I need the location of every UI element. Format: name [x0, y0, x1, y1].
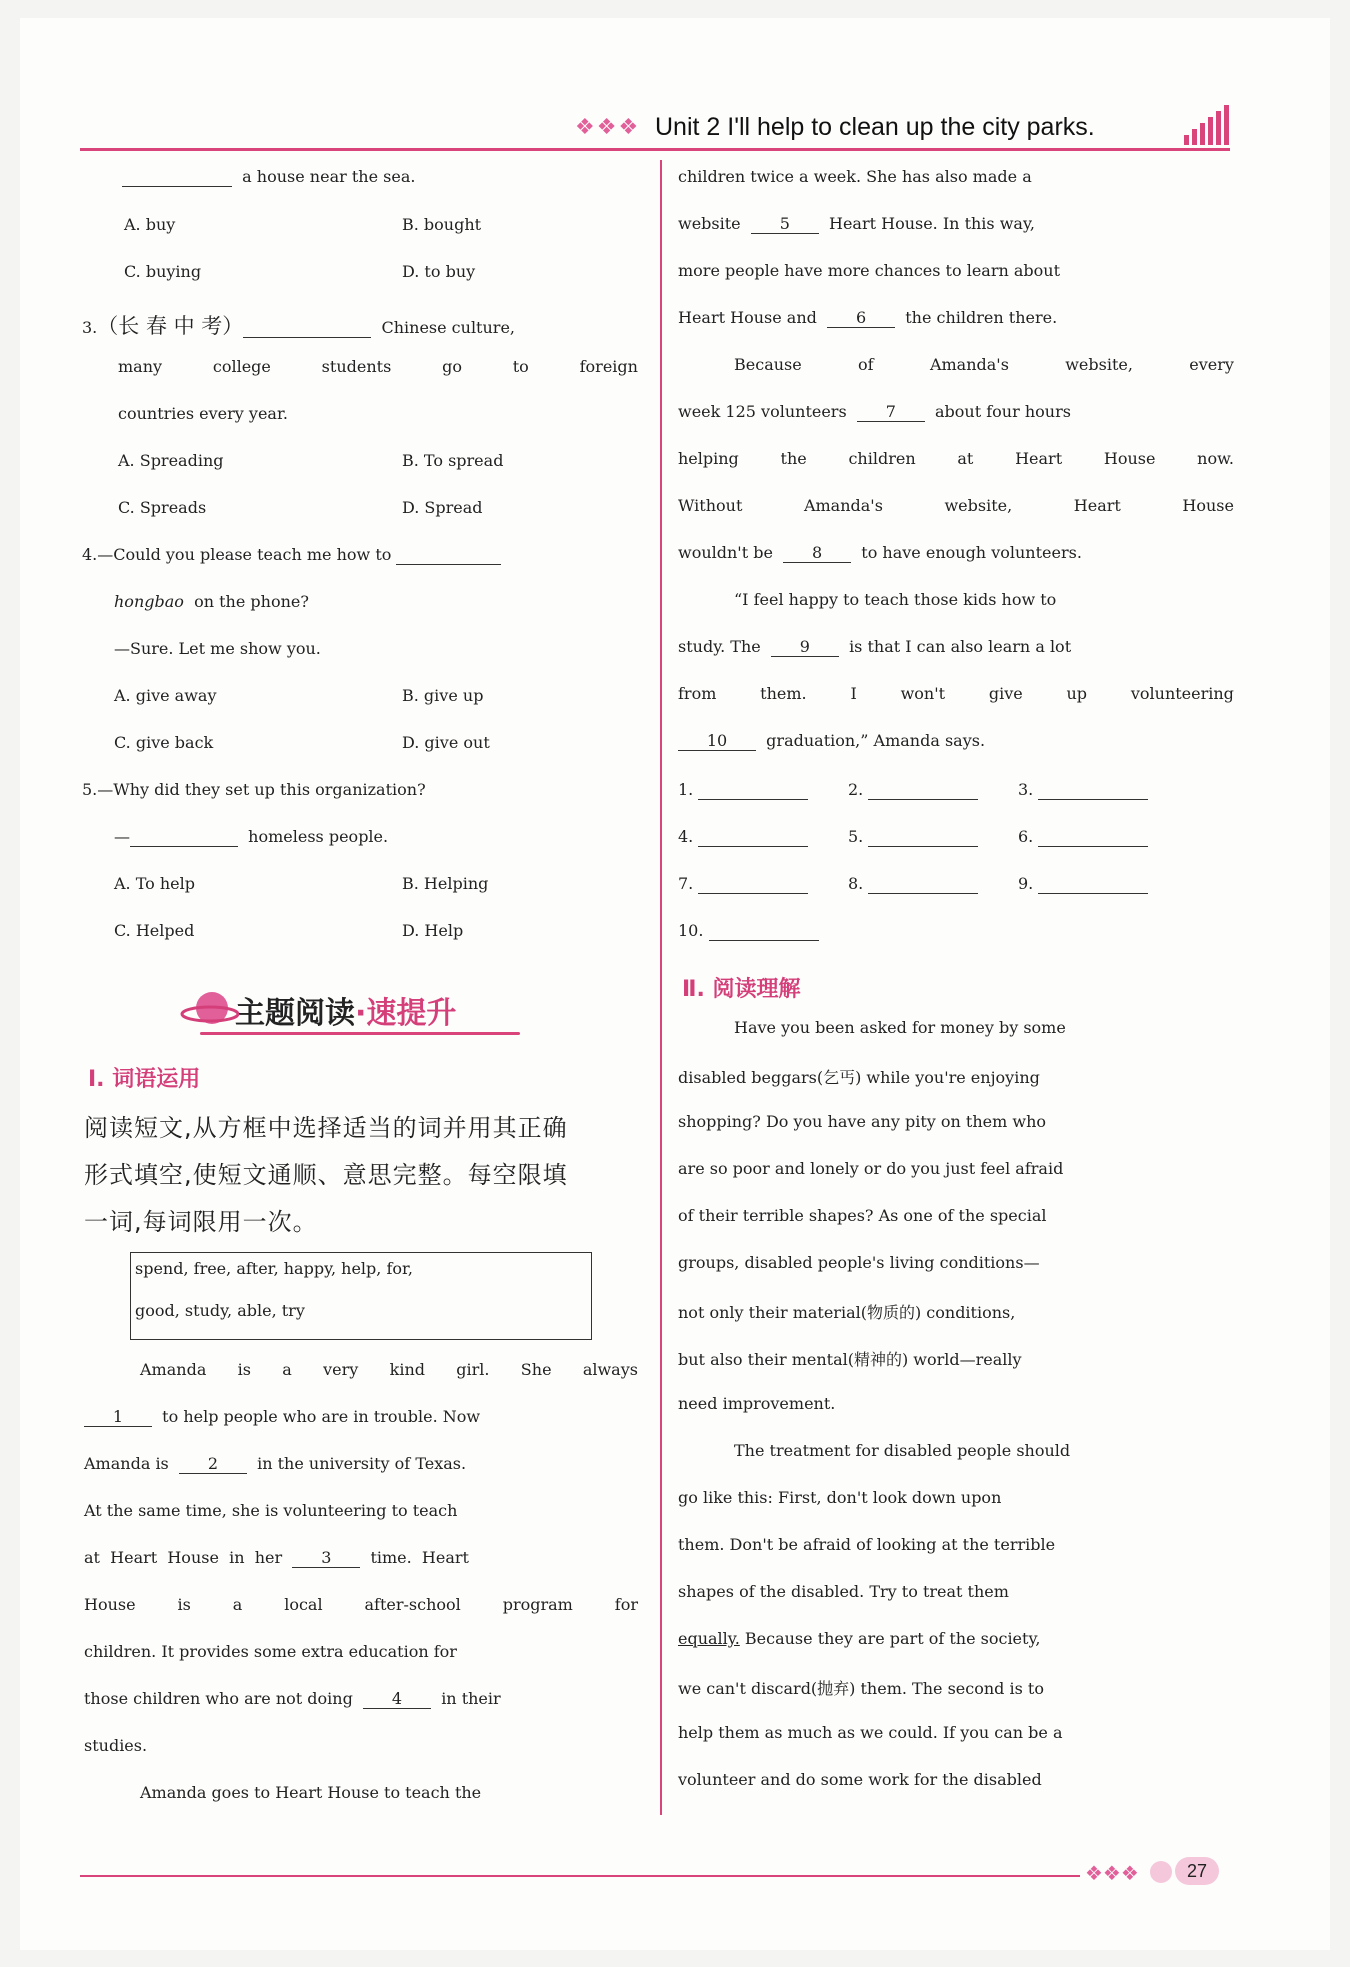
option-b[interactable]: B. Helping	[402, 874, 489, 893]
passage-line: “I feel happy to teach those kids how to	[734, 590, 1057, 609]
passage-blank-3[interactable]: 3	[292, 1549, 360, 1568]
answer-row: 9.	[1018, 874, 1148, 894]
reading-line: Have you been asked for money by some	[734, 1018, 1066, 1037]
passage-line: children. It provides some extra education for	[84, 1642, 457, 1661]
passage-blank-8[interactable]: 8	[783, 544, 851, 563]
answer-blank[interactable]	[243, 319, 371, 338]
answer-input-3[interactable]	[1038, 781, 1148, 800]
reading-line: we can't discard(抛弃) them. The second is to	[678, 1679, 1044, 1698]
passage-line: Heart House and 6 the children there.	[678, 308, 1058, 327]
passage-line: wouldn't be 8 to have enough volunteers.	[678, 543, 1082, 562]
answer-blank[interactable]	[130, 828, 238, 847]
passage-line: from them. I won't give up volunteering	[678, 684, 1234, 703]
answer-row: 2.	[848, 780, 978, 800]
answer-row: 1.	[678, 780, 808, 800]
banner-emphasis: 速提升	[366, 996, 457, 1031]
passage-line: those children who are not doing 4 in their	[84, 1689, 501, 1708]
passage-line: study. The 9 is that I can also learn a lot	[678, 637, 1072, 656]
page-footer	[80, 1855, 1230, 1895]
reading-line: go like this: First, don't look down upon	[678, 1488, 1002, 1507]
answer-input-2[interactable]	[868, 781, 978, 800]
answer-row: 7.	[678, 874, 808, 894]
reading-line: groups, disabled people's living conditions—	[678, 1253, 1040, 1272]
column-divider	[660, 160, 662, 1815]
header-diamonds-icon: ❖❖❖	[575, 115, 641, 140]
reading-line: shopping? Do you have any pity on them who	[678, 1112, 1047, 1131]
instruction-line: 阅读短文,从方框中选择适当的词并用其正确	[84, 1114, 568, 1142]
answer-input-5[interactable]	[868, 828, 978, 847]
answer-row: 6.	[1018, 827, 1148, 847]
passage-line: At the same time, she is volunteering to teach	[84, 1501, 458, 1520]
passage-blank-9[interactable]: 9	[771, 638, 839, 657]
passage-line: more people have more chances to learn about	[678, 261, 1061, 280]
word-box	[130, 1252, 592, 1340]
answer-row: 10.	[678, 921, 819, 941]
word-box-line: spend, free, after, happy, help, for,	[135, 1259, 413, 1278]
passage-blank-7[interactable]: 7	[857, 403, 925, 422]
passage-line: 10 graduation,” Amanda says.	[678, 731, 985, 751]
answer-row: 8.	[848, 874, 978, 894]
section-banner: 主题阅读·速提升	[180, 980, 540, 1040]
q3-stem: 3.（长 春 中 考） Chinese culture,	[82, 314, 515, 338]
answer-row: 5.	[848, 827, 978, 847]
option-a[interactable]: A. To help	[114, 874, 196, 893]
answer-blank[interactable]	[396, 546, 501, 565]
passage-blank-6[interactable]: 6	[827, 309, 895, 328]
reading-line: The treatment for disabled people should	[734, 1441, 1071, 1460]
answer-input-7[interactable]	[698, 875, 808, 894]
passage-blank-1[interactable]: 1	[84, 1408, 152, 1427]
reading-line: help them as much as we could. If you can be a	[678, 1723, 1063, 1742]
q4-line2: hongbao on the phone?	[114, 592, 309, 611]
answer-input-9[interactable]	[1038, 875, 1148, 894]
passage-line: House is a local after-school program for	[84, 1595, 638, 1614]
passage-line: website 5 Heart House. In this way,	[678, 214, 1035, 233]
reading-line: equally. Because they are part of the society,	[678, 1629, 1041, 1648]
passage-blank-10[interactable]: 10	[678, 732, 756, 751]
section-title-vocab: Ⅰ. 词语运用	[88, 1067, 201, 1092]
unit-title: Unit 2 I'll help to clean up the city parks.	[655, 113, 1095, 141]
q3-line2: many college students go to foreign	[118, 357, 638, 376]
option-a[interactable]: A. give away	[114, 686, 217, 705]
q4-stem: 4.—Could you please teach me how to	[82, 545, 501, 565]
passage-blank-5[interactable]: 5	[751, 215, 819, 234]
section-title-reading: Ⅱ. 阅读理解	[682, 977, 801, 1002]
answer-input-8[interactable]	[868, 875, 978, 894]
passage-line: Amanda goes to Heart House to teach the	[140, 1783, 482, 1802]
banner-title: 主题阅读	[235, 996, 355, 1031]
option-b[interactable]: B. To spread	[402, 451, 504, 470]
instruction-line: 形式填空,使短文通顺、意思完整。每空限填	[84, 1161, 568, 1189]
footer-rule	[80, 1875, 1080, 1877]
passage-line: Without Amanda's website, Heart House	[678, 496, 1234, 515]
underlined-word: equally.	[678, 1629, 740, 1648]
reading-line: them. Don't be afraid of looking at the terrible	[678, 1535, 1056, 1554]
passage-line: children twice a week. She has also made a	[678, 167, 1032, 186]
source-tag: （长 春 中 考）	[97, 314, 244, 338]
page-number: 27	[1175, 1857, 1219, 1885]
option-d[interactable]: D. to buy	[402, 262, 476, 281]
answer-input-4[interactable]	[698, 828, 808, 847]
option-d[interactable]: D. Spread	[402, 498, 483, 517]
passage-blank-4[interactable]: 4	[363, 1690, 431, 1709]
reading-line: volunteer and do some work for the disabled	[678, 1770, 1042, 1789]
option-c[interactable]: C. give back	[114, 733, 214, 752]
passage-line: Amanda is 2 in the university of Texas.	[84, 1454, 467, 1473]
planet-icon	[180, 984, 240, 1034]
passage-line: studies.	[84, 1736, 148, 1755]
passage-line: at Heart House in her 3 time. Heart	[84, 1548, 469, 1567]
reading-line: shapes of the disabled. Try to treat them	[678, 1582, 1009, 1601]
option-b[interactable]: B. give up	[402, 686, 484, 705]
reading-line: but also their mental(精神的) world—really	[678, 1350, 1022, 1369]
q3-line3: countries every year.	[118, 404, 288, 423]
answer-input-6[interactable]	[1038, 828, 1148, 847]
footer-dot-icon	[1150, 1861, 1172, 1883]
header-rule	[80, 148, 1230, 151]
passage-line: 1 to help people who are in trouble. Now	[84, 1407, 480, 1427]
option-c[interactable]: C. buying	[124, 262, 202, 281]
reading-line: not only their material(物质的) conditions,	[678, 1303, 1016, 1322]
bar-graph-icon	[1182, 105, 1230, 147]
reading-line: are so poor and lonely or do you just feel afraid	[678, 1159, 1064, 1178]
banner-underline	[200, 1032, 520, 1035]
footer-diamonds-icon: ❖❖❖	[1085, 1861, 1139, 1885]
option-b[interactable]: B. bought	[402, 215, 482, 234]
answer-blank[interactable]	[122, 168, 232, 187]
passage-line: week 125 volunteers 7 about four hours	[678, 402, 1071, 421]
passage-line: Because of Amanda's website, every	[734, 355, 1234, 374]
answer-input-10[interactable]	[709, 922, 819, 941]
q5-stem: 5.—Why did they set up this organization?	[82, 780, 426, 799]
option-a[interactable]: A. buy	[124, 215, 176, 234]
option-a[interactable]: A. Spreading	[118, 451, 224, 470]
q5-line2: — homeless people.	[114, 827, 389, 846]
answer-input-1[interactable]	[698, 781, 808, 800]
word-box-line: good, study, able, try	[135, 1301, 305, 1320]
q2-stem: a house near the sea.	[122, 167, 415, 187]
option-c[interactable]: C. Spreads	[118, 498, 207, 517]
reading-line: need improvement.	[678, 1394, 836, 1413]
option-c[interactable]: C. Helped	[114, 921, 195, 940]
q4-line3: —Sure. Let me show you.	[114, 639, 321, 658]
passage-line: helping the children at Heart House now.	[678, 449, 1234, 468]
page-header	[80, 105, 1230, 151]
option-d[interactable]: D. give out	[402, 733, 490, 752]
reading-line: of their terrible shapes? As one of the special	[678, 1206, 1047, 1225]
reading-line: disabled beggars(乞丐) while you're enjoying	[678, 1068, 1040, 1087]
answer-row: 4.	[678, 827, 808, 847]
passage-blank-2[interactable]: 2	[179, 1455, 247, 1474]
instruction-line: 一词,每词限用一次。	[84, 1208, 318, 1236]
answer-row: 3.	[1018, 780, 1148, 800]
option-d[interactable]: D. Help	[402, 921, 464, 940]
passage-line: Amanda is a very kind girl. She always	[140, 1360, 638, 1379]
